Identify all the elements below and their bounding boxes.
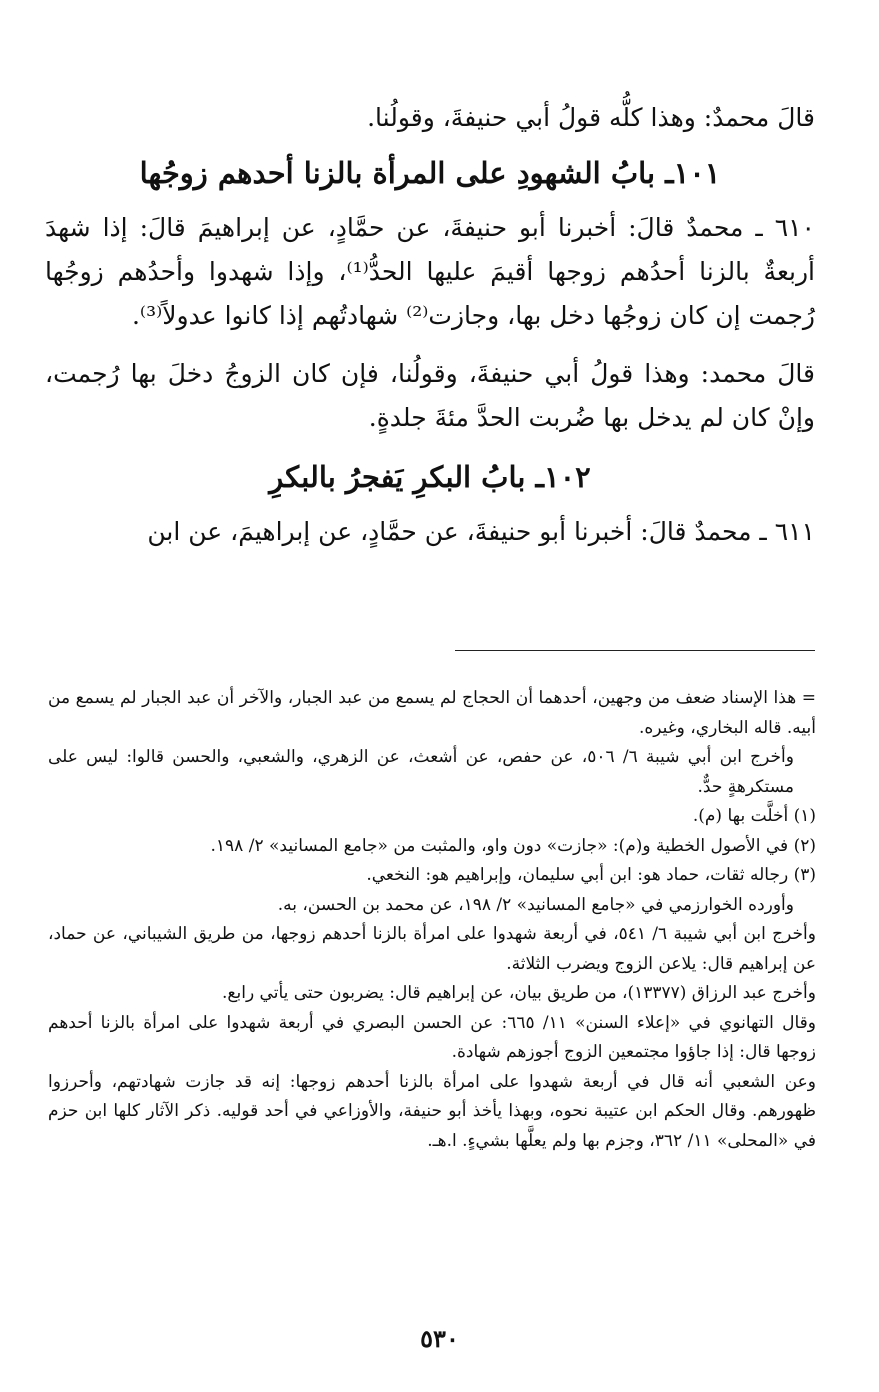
footnote-1: (١) أخلَّت بها (م).	[692, 806, 816, 826]
footnote-3: (٣) رجاله ثقات، حماد هو: ابن أبي سليمان، وإبراهيم هو: النخعي.	[366, 865, 816, 885]
chapter-102-heading: ١٠٢ـ بابُ البكرِ يَفجرُ بالبكرِ	[269, 460, 591, 494]
footnote-continuation-2: وأخرج ابن أبي شيبة ٦/ ٥٠٦، عن حفص، عن أشعث، عن الزهري، والشعبي، والحسن قالوا: ليس على مستكرهةٍ حدٌّ.	[48, 747, 794, 797]
footnote-2: (٢) في الأصول الخطية و(م): «جازت» دون واو، والمثبت من «جامع المسانيد» ٢/ ١٩٨.	[210, 835, 816, 856]
chapter-101-heading: ١٠١ـ بابُ الشهودِ على المرأة بالزنا أحدهم زوجُها	[139, 156, 721, 190]
footnote-3-abd-al-razzaq: وأخرج عبد الرزاق (١٣٣٧٧)، من طريق بيان، عن إبراهيم قال: يضربون حتى يأتي رابع.	[222, 983, 816, 1003]
footnote-3-ibn-abi-shayba: وأخرج ابن أبي شيبة ٦/ ٥٤١، في أربعة شهدوا على امرأة بالزنا أحدهم زوجها، من طريق الشيباني، عن حماد، عن إبراهيم قال: يلاعن الزوج ويضرب الثلاثة.	[48, 924, 816, 974]
footnote-3-khwarizmi: وأورده الخوارزمي في «جامع المسانيد» ٢/ ١٩٨، عن محمد بن الحسن، به.	[277, 894, 794, 915]
footnote-continuation-1: = هذا الإسناد ضعف من وجهين، أحدهما أن الحجاج لم يسمع من عبد الجبار، والآخر أن عبد الجبار لم يسمع من أبيه. قاله البخاري، وغيره.	[48, 688, 816, 738]
paragraph-gap	[45, 338, 815, 352]
opening-line: قالَ محمدٌ: وهذا كلُّه قولُ أبي حنيفةَ، وقولُنا.	[367, 103, 815, 132]
closing-610: قالَ محمد: وهذا قولُ أبي حنيفةَ، وقولُنا، فإن كان الزوجُ دخلَ بها رُجمت، وإنْ كان لم يدخل بها ضُربت الحدَّ مئةَ جلدةٍ.	[45, 359, 815, 432]
hadith-610: ٦١٠ ـ محمدٌ قالَ: أخبرنا أبو حنيفةَ، عن حمَّادٍ، عن إبراهيمَ قالَ: إذا شهدَ أربعةٌ بالزنا أحدُهم زوجها أقيمَ عليها الحدُّ⁽¹⁾، وإذا شهدوا وأحدُهم زوجُها رُجمت إن كان زوجُها دخل بها، وجازت⁽²⁾ شهادتُهم إذا كانوا عدولاً⁽³⁾.	[45, 213, 815, 330]
main-text	[45, 96, 815, 554]
page-number: ٥٣٠	[420, 1324, 459, 1353]
footnote-3-tahanawi: وقال التهانوي في «إعلاء السنن» ١١/ ٦٦٥: عن الحسن البصري في أربعة شهدوا على امرأة بالزنا أحدهم زوجها قال: إذا جاؤوا مجتمعين الزوج أجوزهم شهادة.	[48, 1012, 816, 1062]
footnotes-section	[48, 684, 816, 1156]
footnote-3-shabi: وعن الشعبي أنه قال في أربعة شهدوا على امرأة بالزنا أحدهم زوجها: إنه قد جازت شهادتهم، وأحرزوا ظهورهم. وقال الحكم ابن عتيبة نحوه، وبهذا يأخذ أبو حنيفة، والأوزاعي في أحد قوليه. ذكر الآثار كلها ابن حزم في «المحلى» ١١/ ٣٦٢، وجزم بها ولم يعلَّها بشيءٍ. ا.هـ.	[48, 1071, 816, 1151]
hadith-611: ٦١١ ـ محمدٌ قالَ: أخبرنا أبو حنيفةَ، عن حمَّادٍ، عن إبراهيمَ، عن ابن	[147, 517, 815, 546]
footnote-divider	[455, 650, 815, 651]
